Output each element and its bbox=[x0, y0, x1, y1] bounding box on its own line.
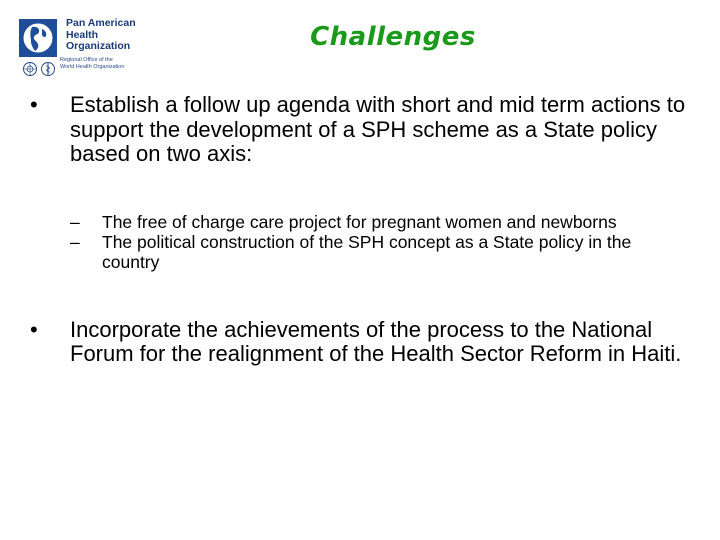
logo-sub-line-2: World Health Organization bbox=[60, 63, 125, 70]
bullet-text: Establish a follow up agenda with short and mid term actions to support the development of a SPH scheme as a State policy based on two axis: bbox=[70, 92, 686, 166]
who-emblem-icon bbox=[40, 61, 56, 77]
sub-bullet-item bbox=[70, 232, 690, 272]
slide-title: Challenges bbox=[310, 22, 476, 52]
sub-bullet-text: The free of charge care project for pregnant women and newborns bbox=[102, 211, 617, 232]
bullet-marker: • bbox=[30, 92, 38, 117]
sub-bullet-marker: – bbox=[70, 211, 80, 232]
logo-sub-line-1: Regional Office of the bbox=[60, 57, 113, 63]
sub-bullet-text: The political construction of the SPH concept as a State policy in the country bbox=[102, 231, 632, 272]
sub-bullet-marker: – bbox=[70, 231, 80, 252]
logo-name-line-3: Organization bbox=[66, 40, 131, 52]
bullet-text: Incorporate the achievements of the process to the National Forum for the realignment of the Health Sector Reform in Haiti. bbox=[70, 316, 682, 366]
sub-bullet-list bbox=[70, 212, 690, 272]
un-emblem-icon bbox=[22, 61, 38, 77]
bullet-item bbox=[30, 318, 690, 367]
bullet-marker: • bbox=[30, 316, 38, 342]
sub-bullet-item bbox=[70, 212, 690, 232]
slide-body bbox=[30, 93, 690, 367]
bullet-item bbox=[30, 93, 690, 167]
logo-name-line-1: Pan American bbox=[66, 17, 136, 29]
logo-name-line-2: Health bbox=[66, 28, 99, 41]
logo-subtitle bbox=[60, 57, 124, 70]
